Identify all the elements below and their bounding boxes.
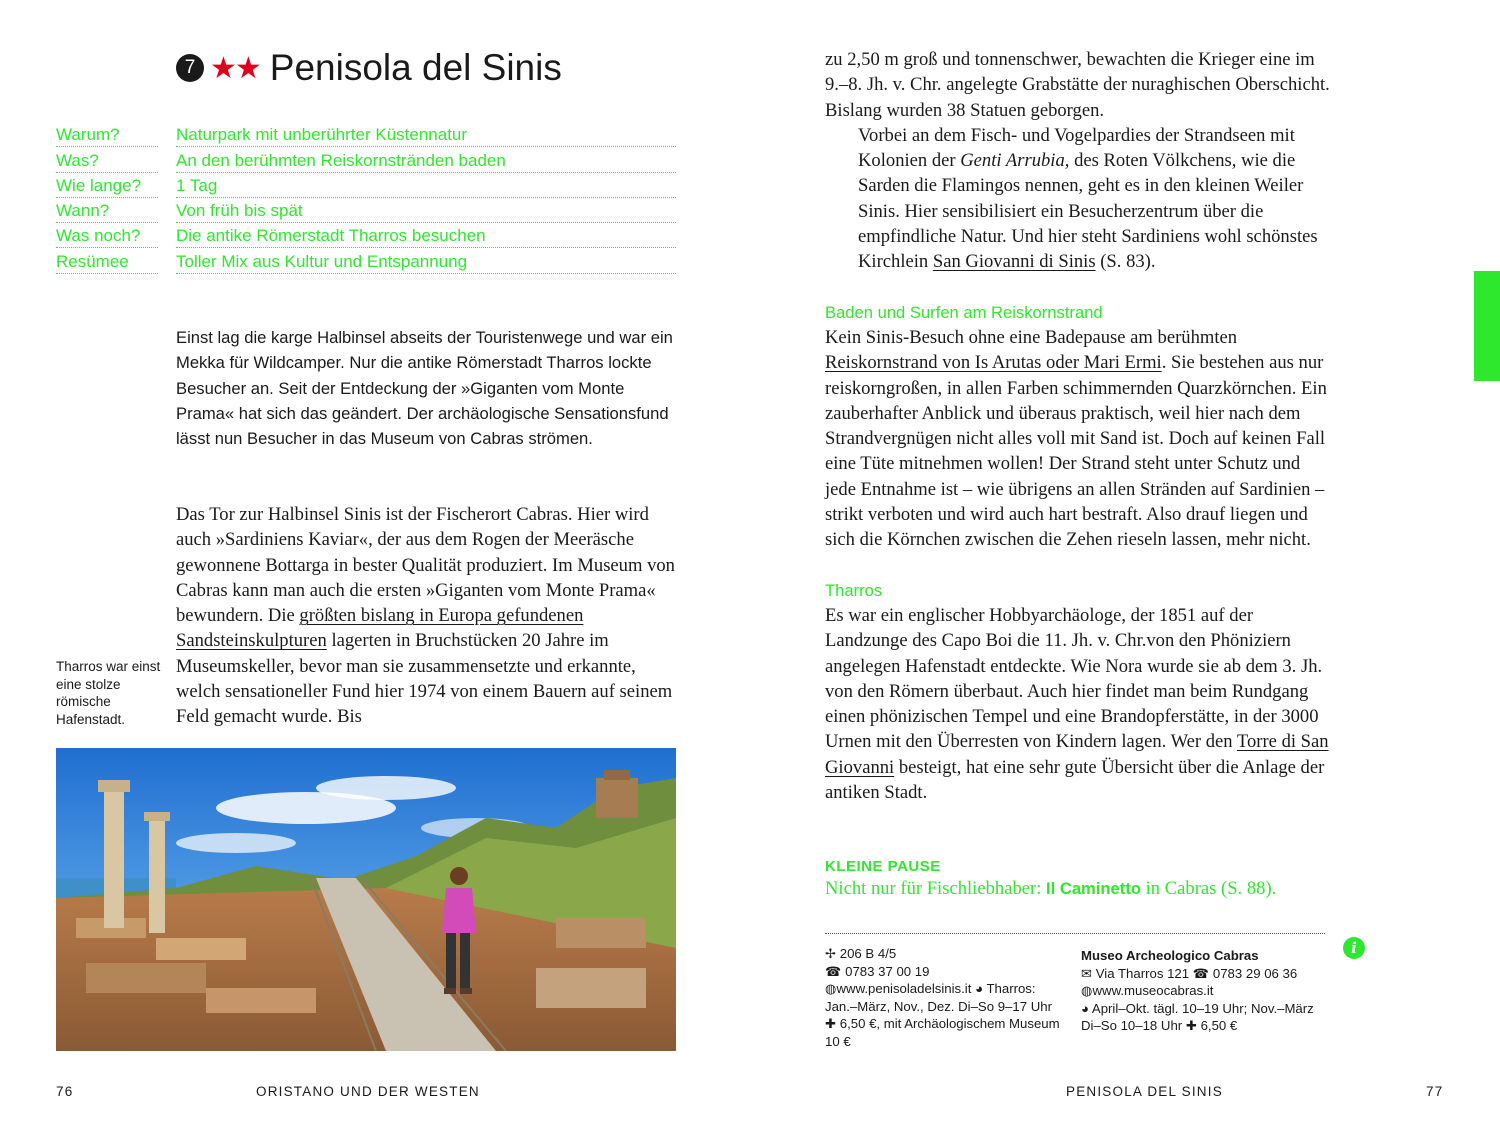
price-text: 6,50 € [1200, 1018, 1238, 1033]
page-title [176, 44, 562, 92]
pause-label: KLEINE PAUSE [825, 858, 941, 875]
pause-text [825, 878, 1276, 900]
hours-text: Tharros: Jan.–März, Nov., Dez. Di–So 9–17 Uhr [825, 981, 1052, 1014]
phone-icon: ☎ [825, 963, 842, 979]
facts-key: Resümee [56, 252, 158, 274]
mail-icon: ✉ [1081, 965, 1093, 981]
facts-row [56, 122, 676, 147]
body-text: , des Roten Völkchens, wie die Sarden die Flamingos nennen, geht es in den kleinen Weiler Sinis. Hier sensibilisiert ein Besucherzentrum über die empfindliche Natur. Und hier steht Sardiniens wohl schönstes Kirchlein [858, 150, 1318, 273]
pause-text-b: in Cabras (S. 88). [1140, 878, 1277, 899]
spacer [825, 553, 1330, 578]
facts-row [56, 198, 676, 223]
facts-value: Naturpark mit unberührter Küstennatur [176, 125, 676, 147]
facts-value: An den berühmten Reiskornstränden baden [176, 151, 676, 173]
right-column [825, 47, 1330, 805]
phone-icon: ☎ [1192, 965, 1210, 981]
museum-name: Museo Archeologico Cabras [1081, 948, 1259, 963]
info-left [825, 945, 1065, 1050]
ticket-icon: ✚ [1185, 1018, 1197, 1033]
hours-line [1081, 1000, 1331, 1035]
body-text: (S. 83). [1095, 251, 1156, 273]
body-text: Das Tor zur Halbinsel Sinis ist der Fischerort Cabras. Hier wird auch »Sardiniens Kaviar«, der aus dem Rogen der Meeräsche gewonnene Bottarga in bester Qualität produziert. Im Museum von Cabras kann man auch die ersten »Giganten vom Monte Prama« bewundern. Die [176, 504, 675, 627]
phone-text: 0783 29 06 36 [1212, 965, 1298, 981]
link-sculptures[interactable]: größten bislang in Europa gefundenen Sandsteinskulpturen [176, 605, 584, 652]
tharros-illustration [56, 748, 676, 1051]
address-line [1081, 965, 1331, 983]
section-heading: Tharros [825, 580, 883, 600]
body-paragraph [825, 123, 1330, 275]
globe-icon: ◍ [825, 981, 837, 996]
link-torre[interactable]: Torre di San Giovanni [825, 731, 1329, 778]
running-head-left: ORISTANO UND DER WESTEN [256, 1084, 480, 1099]
address-text: Via Tharros 121 [1095, 965, 1190, 981]
lead-paragraph: Einst lag die karge Halbinsel abseits der Touristenwege und war ein Mekka für Wildcamper. Nur die antike Römerstadt Tharros lockte Besucher an. Seit der Entdeckung der »Giganten vom Monte Prama« hat sich das geändert. Der archäologische Sensationsfund lässt nun Besucher in das Museum von Cabras strömen. [176, 328, 673, 449]
emphasis-text: Genti Arrubia [960, 150, 1065, 172]
running-head-right: PENISOLA DEL SINIS [1066, 1084, 1223, 1099]
facts-row [56, 147, 676, 172]
facts-table [56, 122, 676, 274]
contact-line [825, 963, 1065, 1051]
chapter-tab [1474, 271, 1500, 381]
body-paragraph: zu 2,50 m groß und tonnenschwer, bewachten die Krieger eine im 9.–8. Jh. v. Chr. angelegte Grabstätte der nuraghischen Oberschicht. Bislang wurden 38 Statuen geborgen. [825, 49, 1330, 121]
facts-row [56, 248, 676, 273]
phone-text: 0783 37 00 19 [845, 963, 930, 979]
facts-row [56, 223, 676, 248]
map-ref-text: 206 B 4/5 [839, 946, 897, 961]
ticket-icon: ✚ [825, 1016, 837, 1031]
facts-value: Toller Mix aus Kultur und Entspannung [176, 252, 676, 274]
web-link[interactable]: www.museocabras.it [1092, 983, 1214, 998]
body-text: Es war ein englischer Hobbyarchäologe, der 1851 auf der Landzunge des Capo Boi die 11. Jh. v. Chr.von den Phöniziern angelegen Hafenstadt entdeckte. Wie Nora wurde sie ab dem 3. Jh. von den Römern überbaut. Auch hier findet man beim Rundgang einen phönizischen Tempel und eine Brandopferstätte, in der 3000 Urnen mit den Überresten von Kindern lagen. Wer den [825, 604, 1323, 753]
web-link[interactable]: www.penisoladelsinis.it [836, 981, 972, 996]
sight-number-badge: 7 [176, 54, 204, 82]
page-number-left: 76 [56, 1084, 74, 1099]
clock-icon: ◕ [1081, 1000, 1089, 1016]
tharros-photo [56, 748, 676, 1051]
page-number-right: 77 [1426, 1084, 1444, 1099]
body-paragraph-left [176, 502, 676, 730]
section-heading: Baden und Surfen am Reiskornstrand [825, 302, 1103, 322]
clock-icon: ◕ [975, 981, 984, 996]
body-text: besteigt, hat eine sehr gute Übersicht über die Anlage der antiken Stadt. [825, 756, 1325, 804]
body-text: . Sie bestehen aus nur reiskorngroßen, in allen Farben schimmernden Quarzkörnchen. Ein zauberhafter Anblick und überaus praktisch, weil hier nach dem Strandvergnügen nicht alles voll mit Sand ist. Doch auf keinen Fall eine Tüte mitnehmen wollen! Der Strand steht unter Schutz und jede Entnahme ist – wie übrigens an allen Stränden auf Sardinien – strikt verboten und wird auch hart bestraft. Also drauf liegen und sich die Körnchen zwischen die Zehen rieseln lassen, mehr nicht. [825, 352, 1327, 551]
facts-value: 1 Tag [176, 176, 676, 198]
pause-text-a: Nicht nur für Fischliebhaber: [825, 878, 1047, 899]
facts-key: Wann? [56, 201, 158, 223]
link-san-giovanni[interactable]: San Giovanni di Sinis [932, 251, 1096, 273]
body-paragraph [825, 603, 1330, 805]
body-text: Vorbei an dem Fisch- und Vogelpardies der Strandseen mit Kolonien der [858, 124, 1295, 172]
body-text: Kein Sinis-Besuch ohne eine Badepause am berühmten [825, 326, 1238, 348]
spacer [825, 275, 1330, 300]
facts-key: Warum? [56, 125, 158, 147]
rating-stars: ★★ [210, 50, 260, 86]
map-icon: ✢ [825, 946, 837, 961]
facts-value: Von früh bis spät [176, 201, 676, 223]
facts-key: Was noch? [56, 226, 158, 248]
info-icon: i [1343, 937, 1365, 959]
facts-value: Die antike Römerstadt Tharros besuchen [176, 226, 676, 248]
facts-key: Was? [56, 151, 158, 173]
hours-text: April–Okt. tägl. 10–19 Uhr; Nov.–März Di–So 10–18 Uhr [1081, 1000, 1314, 1033]
link-reiskornstrand[interactable]: Reiskornstrand von Is Arutas oder Mari Ermi [825, 352, 1162, 374]
title-text: Penisola del Sinis [269, 47, 562, 88]
price-text: 6,50 €, mit Archäologischem Museum 10 € [825, 1016, 1060, 1049]
web-line [1081, 982, 1331, 1000]
info-right [1081, 947, 1331, 1035]
globe-icon: ◍ [1081, 983, 1093, 998]
photo-caption: Tharros war einst eine stolze römische Hafenstadt. [56, 659, 161, 728]
facts-key: Wie lange? [56, 176, 158, 198]
body-paragraph [825, 325, 1330, 553]
facts-row [56, 173, 676, 198]
body-text: lagerten in Bruchstücken 20 Jahre im Museumskeller, bevor man sie zusammensetzte und erkannte, welch sensationeller Fund hier 1974 von einem Bauern auf seinem Feld gemacht wurde. Bis [176, 630, 673, 728]
map-ref [825, 945, 1065, 963]
restaurant-name: Il Caminetto [1046, 879, 1141, 898]
divider [825, 933, 1325, 934]
